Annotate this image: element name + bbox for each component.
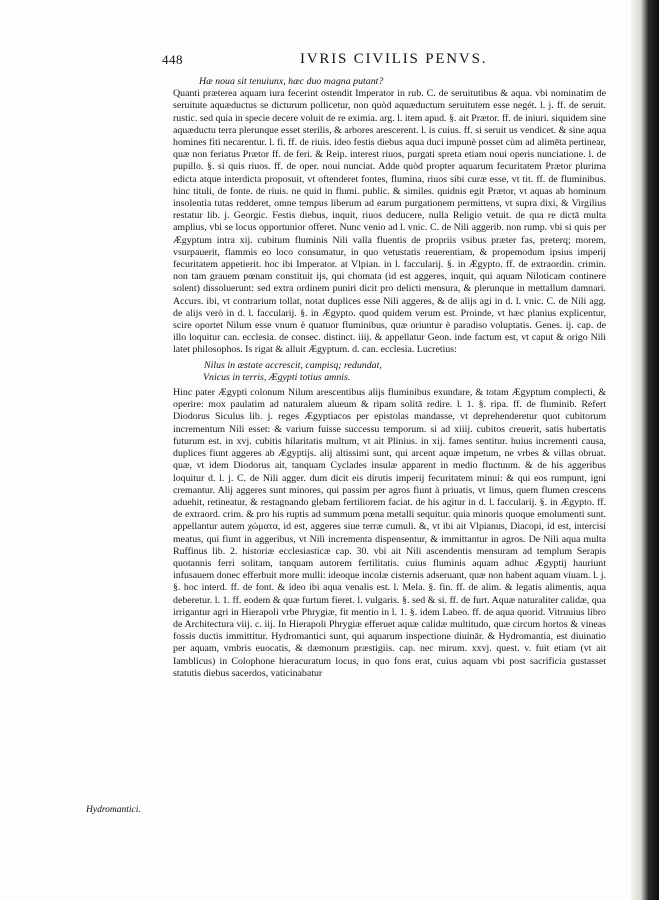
verse-line: Vnicus in terris, Ægypti totius amnis. <box>203 371 351 383</box>
page-header <box>162 52 632 70</box>
margin-note: Hydromantici. <box>86 805 141 815</box>
running-title: IVRIS CIVILIS PENVS. <box>300 51 488 67</box>
italic-heading-line: Hæ noua sit tenuiunx, hæc duo magna putant? <box>199 76 384 87</box>
paragraph: Hinc pater Ægypti colonum Nilum arescentibus alijs fluminibus exundare, & totam Ægyptum complecti, & operire: mox paulatim ad naturalem alueum & ripam solitā redire. l. 1. §. ripa. ff. de fluminib. Refert Diodorus Siculus lib. j. reges Ægyptiacos per epistolas mandasse, vt deprehenderetur quot cubitorum incrementum Nili esset: & varium fuisse successu temporum. si ad xiiij. cubitos creuerit, satis hubertatis futurum est. in xvj. cubitis hilaritatis multum, vt ait Plinius. in xij. fames sentitur. huius incrementi causa, duplices fiunt aggeres ab Ægyptijs. alij altissimi sunt, qui arcent aquæ impetum, ne vrbes & villas obruat. quæ, vt idem Diodorus ait, tanquam Cyclades insulæ apparent in medio fluctuum. & de his aggeribus loquitur d. l. j. C. de Nili agger. dum dicit eis dirutis imperij fecuritatem minui: & qui eos rumpunt, igni cremantur. Alij aggeres sunt minores, qui passim per agros fiunt à priuatis, vt limus, quem flumen crescens aduehit, retineatur, & restagnando glebam fertiliorem faciat. de his agitur in d. l. faccularij. §. in Ægypto. ff. de extraord. crim. & pro his ruptis ad summum pœna metalli sequitur. quia minoris quoque emolumenti sunt. appellantur autem χώματα, id est, aggeres siue terræ cumuli. &, vt ibi ait Vlpianus, Diacopi, id est, intercisi meatus, qui fiunt in aggeribus, vt Nili incrementa dispensentur, & immittantur in agros. De Nili aqua multa Ruffinus lib. 2. historiæ ecclesiasticæ cap. 30. vbi ait Nili ascendentis mensuram ad templum Serapis quotannis ferri solitam, tanquam autorem fertilitatis. cuius fluminis aquam adhuc Ægyptij hauriunt infusauem donec efferbuit more mulli: ideoque incolæ cisternis adseruant, quæ non habent aquam viuam. l. j. §. hoc interd. ff. de font. & ideo ibi aqua venalis est. l. Mela. §. fin. ff. de alim. & legatis alimentis, aqua deberetur. l. 1. ff. eodem & quæ furtum fieret. l. vulgaris. §. sed & si. ff. de furt. Aquæ naturaliter calidæ, qua irrigantur agri in Hierapoli vrbe Phrygiæ, fit mentio in l. 1. §. idem Labeo. ff. de aqua quorid. Vitruuius libro de Architectura viij. c. iij. In Hierapoli Phrygiæ efferuet aquæ calidæ multitudo, quæ circum hortos & vineas fossis ductis immittitur. Hydromantici sunt, qui aquarum inspectione diuinār. & Hydromantia, est diuinatio per aquam, vmbris euocatis, & dæmonum præstigiis. cap. nec mirum. xxvj. quest. v. fuit etiam (vt ait Iamblicus) in Colophone hieracuratum locus, in quo fons erat, cuius aquam vbi post sacrificia gustasset statutis diebus sacerdos, vaticinabatur <box>173 387 606 679</box>
paragraph: Quanti præterea aquam iura fecerint ostendit Imperator in rub. C. de seruitutibus & aqua. vbi nominatim de seruitute aquæductus se dicturum pollicetur, non quòd aquæductum seruitutem esse negét. l. j. ff. de seruit. rustic. sed quia in specie decere voluit de re eximia. arg. l. item apud. §. ait Prætor. ff. de iniuri. siquidem sine aquæductu terra plerunque esset sterilis, & arbores arescerent. l. is cuius. ff. si seruit us vendicet. & sine aqua homines fiti necarentur. l. fi. ff. de riuis. ideo festis diebus aqua duci impunè posset cùm ad alimēta pertinear, quæ non feriatus Prætor ff. de feri. & Reip. interest riuos, purgati spreta etiam noui operis nunciatione. l. de pupillo. §. si quis riuos. ff. de oper. noui nunciat. Adde quòd propter aquarum fecuritatem Prætor plurima edicta atque interdicta proposuit, vt oftenderet fontes, flumina, riuos sibi curæ esse, vt tit. ff. de fluminibus. hinc tituli, de fonte. de riuis. ne quid in flumi. public. & similes. quidnis egit Prætor, vt aquas ab hominum insolentia tutas redderet, omne tempus liberum ad earum purgationem permittens, vt supra dixi, & Virgilius restatur lib. j. Georgic. Festis diebus, inquit, riuos deducere, nulla Religio vetuit. de qua re dictā multa amplius, vbi se locus opportunior offeret. Nunc venio ad l. vnic. C. de Nili aggerib. non rump. vbi si quis per Ægyptum intra xij. cubitum fluminis Nili valla fluentis de propriis vsibus præter fas, preterq; morem, vsurpauerit, flammis eo loco consumatur, in quo vetustatis reuerentiam, & propemodum ipsius imperij fecuritatem appetierit. hoc ibi Imperator. at Vlpian. in l. faccularij. §. in Ægypto. ff. de extraordin. crimin. non tam grauem pœnam constituit ijs, qui chomata (id est aggeres, inquit, qui aquam Niloticam continere solent) dissoluerunt: sed extra ordinem puniri dicit pro delicti mensura, & plerunque in mettallum damnari. Accurs. ibi, vt contrarium tollat, notat duplices esse Nili aggeres, & de alijs agi in d. l. vnic. C. de Nili agg. de alijs verò in d. l. faccularij. §. in Ægypto. quod quidem verum est. Proinde, vt hæc planius explicentur, scire oportet Nilum esse vnum è quatuor fluminibus, quæ oriuntur è paradiso voluptatis. Genes. ij. cap. de illo loquitur can. ecclesia. de consec. distinct. iiij. & appellatur Geon. inde factum est, vt caput & origo Nili latet philosophos. Is rigat & alluit Ægyptum. d. can. ecclesia. Lucretius: <box>173 88 606 356</box>
page-gutter-shadow <box>631 0 659 900</box>
body-text <box>173 76 606 680</box>
page-number: 448 <box>162 52 183 67</box>
verse-line: Nilus in æstate accrescit, campisq; redundat, <box>204 359 382 371</box>
